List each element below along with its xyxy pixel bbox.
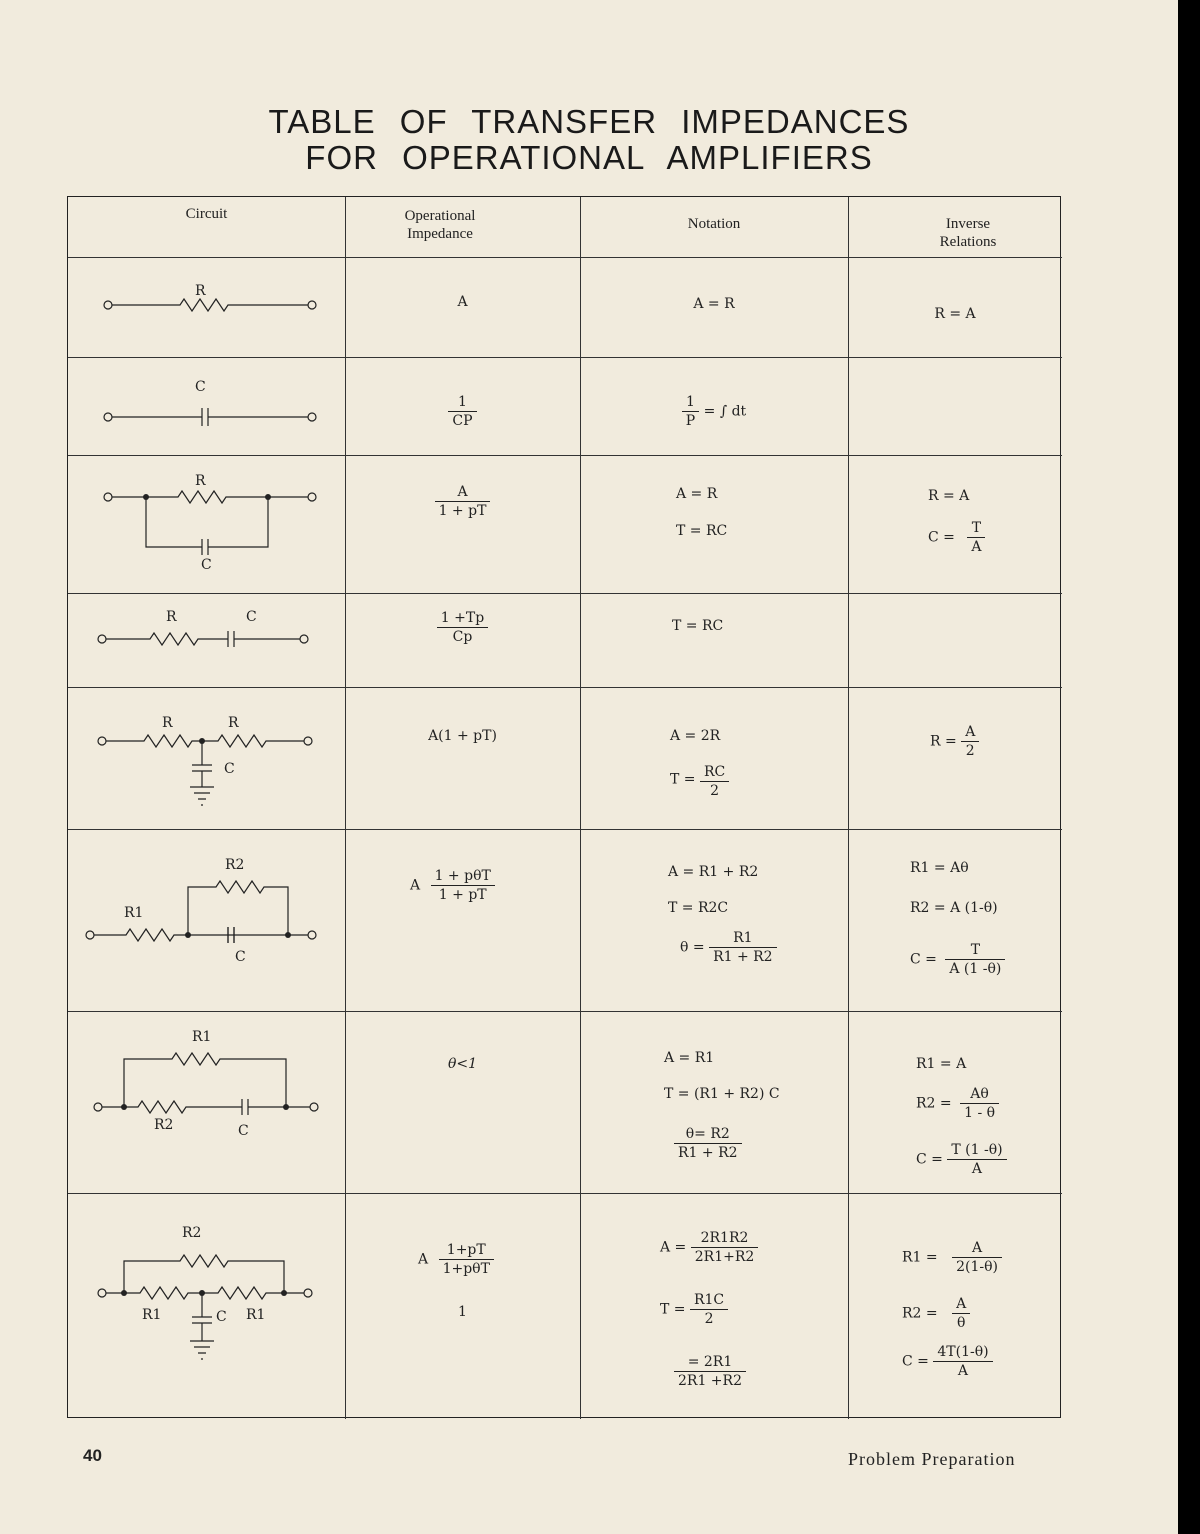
col-divider: [345, 197, 346, 1419]
frac-den: A: [957, 1363, 969, 1379]
label-r: R: [166, 609, 177, 625]
label-r: R: [195, 473, 206, 489]
frac-num: RC: [700, 763, 729, 782]
circuit-twin-r-network: [98, 1255, 312, 1359]
label-t-eq: T =: [660, 1301, 686, 1318]
frac-num: 4T(1-θ): [933, 1343, 992, 1362]
row6-notation-t: T = R2C: [668, 900, 729, 916]
row8-impedance: [418, 1241, 494, 1278]
row1-inverse: R = A: [934, 306, 976, 322]
label-r: R: [195, 283, 206, 299]
frac-num: 1 +Tp: [437, 609, 488, 628]
circuit-parallel-rc: [104, 491, 316, 555]
row8-notation-ratio: [674, 1353, 746, 1390]
frac-den: 2R1 +R2: [678, 1373, 742, 1389]
frac-num: 1: [448, 393, 476, 412]
frac-num: 1+pT: [439, 1241, 494, 1260]
label-c-eq: C =: [910, 951, 937, 968]
row1-notation: A = R: [693, 296, 735, 312]
row5-notation-a: A = 2R: [670, 728, 721, 744]
label-r2: R2: [225, 857, 245, 873]
label-c: C: [246, 609, 257, 625]
row4-notation: T = RC: [672, 618, 724, 634]
circuit-t-network: [98, 735, 312, 805]
frac-num: Aθ: [960, 1085, 999, 1104]
label-r1-eq: R1 =: [902, 1249, 938, 1266]
frac-den: 2: [704, 1311, 714, 1327]
row6-inverse-r1: R1 = Aθ: [910, 860, 969, 876]
circuit-resistor: [104, 299, 316, 311]
frac-den: 2(1-θ): [956, 1259, 998, 1275]
frac-den: P: [685, 413, 696, 429]
label-r2-eq: R2 =: [902, 1305, 938, 1322]
row8-notation-t: [660, 1291, 728, 1328]
frac-num: A: [952, 1295, 970, 1314]
frac-num: 1 + pθT: [431, 867, 495, 886]
circuit-diagrams: [68, 197, 345, 1419]
row5-inverse: [930, 723, 979, 760]
frac-den: 2: [710, 783, 720, 799]
circuit-series-rc: [98, 631, 308, 647]
row7-notation-t: T = (R1 + R2) C: [664, 1086, 780, 1102]
frac-den: 2: [965, 743, 975, 759]
frac-den: 1+pθT: [442, 1261, 490, 1277]
frac-den: A: [971, 1161, 983, 1177]
label-c: C: [235, 949, 246, 965]
binding-rings: [1140, 0, 1180, 1534]
col-divider: [580, 197, 581, 1419]
row7-inverse-c: [916, 1141, 1007, 1178]
header-impedance: Operational Impedance: [404, 208, 476, 242]
row1-impedance: A: [457, 294, 468, 310]
label-r-eq: R =: [930, 733, 957, 750]
coefficient-a: A: [410, 877, 421, 894]
row8-inverse-r2: [902, 1295, 970, 1332]
title-line-2: FOR OPERATIONAL AMPLIFIERS: [305, 139, 873, 176]
frac-num: A: [952, 1239, 1002, 1258]
label-c: C: [216, 1309, 227, 1325]
frac-num: T: [967, 519, 985, 538]
row7-inverse-r1: R1 = A: [916, 1056, 967, 1072]
label-c-eq: C =: [916, 1151, 943, 1168]
circuit-capacitor: [104, 408, 316, 426]
label-c: C: [195, 379, 206, 395]
frac-den: A: [971, 539, 982, 555]
row7-inverse-r2: [916, 1085, 999, 1122]
row4-impedance: [345, 609, 580, 646]
page-number: 40: [83, 1446, 102, 1465]
row2-notation: [580, 393, 848, 430]
label-r1: R1: [124, 905, 144, 921]
label-t-eq: T =: [670, 771, 696, 788]
frac-num: 2R1R2: [691, 1229, 759, 1248]
row8-impedance-extra: 1: [458, 1304, 467, 1320]
row6-notation-theta: [680, 929, 777, 966]
label-r2: R2: [182, 1225, 202, 1241]
label-c-eq: C =: [928, 529, 955, 546]
row6-impedance: [410, 867, 495, 904]
integral-expression: = ∫ dt: [703, 403, 747, 420]
row3-notation-t: T = RC: [676, 523, 728, 539]
row2-impedance: [345, 393, 580, 430]
frac-den: θ: [956, 1315, 966, 1331]
frac-den: A (1 -θ): [949, 961, 1002, 977]
frac-num: R1: [709, 929, 777, 948]
frac-den: 1 + pT: [438, 887, 487, 903]
frac-den: CP: [452, 413, 473, 429]
title-line-1: TABLE OF TRANSFER IMPEDANCES: [268, 103, 910, 140]
header-inverse: Inverse Relations: [939, 216, 997, 250]
label-r1: R1: [246, 1307, 266, 1323]
circuit-r1-parallel-r2c: [86, 881, 316, 943]
page-title: [0, 104, 1178, 176]
frac-num: A: [435, 483, 491, 502]
frac-den: 1 - θ: [964, 1105, 996, 1121]
label-r: R: [228, 715, 239, 731]
row7-notation-a: A = R1: [664, 1050, 715, 1066]
frac-den: 1 + pT: [438, 503, 487, 519]
label-theta-eq: θ =: [680, 939, 705, 956]
label-r2-eq: R2 =: [916, 1095, 952, 1112]
label-r: R: [162, 715, 173, 731]
row6-inverse-r2: R2 = A (1-θ): [910, 900, 998, 916]
row5-notation-t: [670, 759, 729, 800]
col-divider: [848, 197, 849, 1419]
label-c: C: [238, 1123, 249, 1139]
label-r2: R2: [154, 1117, 174, 1133]
row3-notation-a: A = R: [676, 486, 718, 502]
frac-num: T (1 -θ): [947, 1141, 1006, 1160]
label-r1: R1: [142, 1307, 162, 1323]
row3-inverse-r: R = A: [928, 488, 970, 504]
frac-num: 1: [682, 393, 699, 412]
frac-den: R1 + R2: [713, 949, 773, 965]
frac-num: θ= R2: [674, 1125, 742, 1144]
label-c-eq: C =: [902, 1353, 929, 1370]
label-c: C: [224, 761, 235, 777]
frac-den: R1 + R2: [678, 1145, 738, 1161]
row7-notation-theta: [674, 1125, 742, 1162]
header-circuit: Circuit: [185, 206, 228, 222]
frac-num: A: [961, 723, 979, 742]
frac-num: R1C: [690, 1291, 728, 1310]
row6-notation-a: A = R1 + R2: [668, 864, 759, 880]
frac-num: = 2R1: [674, 1353, 746, 1372]
row7-impedance: θ<1: [447, 1056, 478, 1072]
section-title: Problem Preparation: [848, 1449, 1016, 1469]
coefficient-a: A: [418, 1251, 429, 1268]
header-notation: Notation: [687, 216, 741, 232]
frac-num: T: [945, 941, 1005, 960]
row3-inverse-c: [928, 519, 985, 556]
row8-inverse-r1: [902, 1239, 1002, 1276]
label-a-eq: A =: [660, 1239, 687, 1256]
row5-impedance: A(1 + pT): [428, 728, 497, 744]
row3-impedance: [345, 483, 580, 520]
label-r1: R1: [192, 1029, 212, 1045]
frac-den: Cp: [452, 629, 473, 645]
transfer-impedance-table: [67, 196, 1061, 1418]
row8-inverse-c: [902, 1343, 993, 1380]
label-c: C: [201, 557, 212, 573]
row8-notation-a: [660, 1229, 758, 1266]
row6-inverse-c: [910, 941, 1005, 978]
frac-den: 2R1+R2: [694, 1249, 755, 1265]
